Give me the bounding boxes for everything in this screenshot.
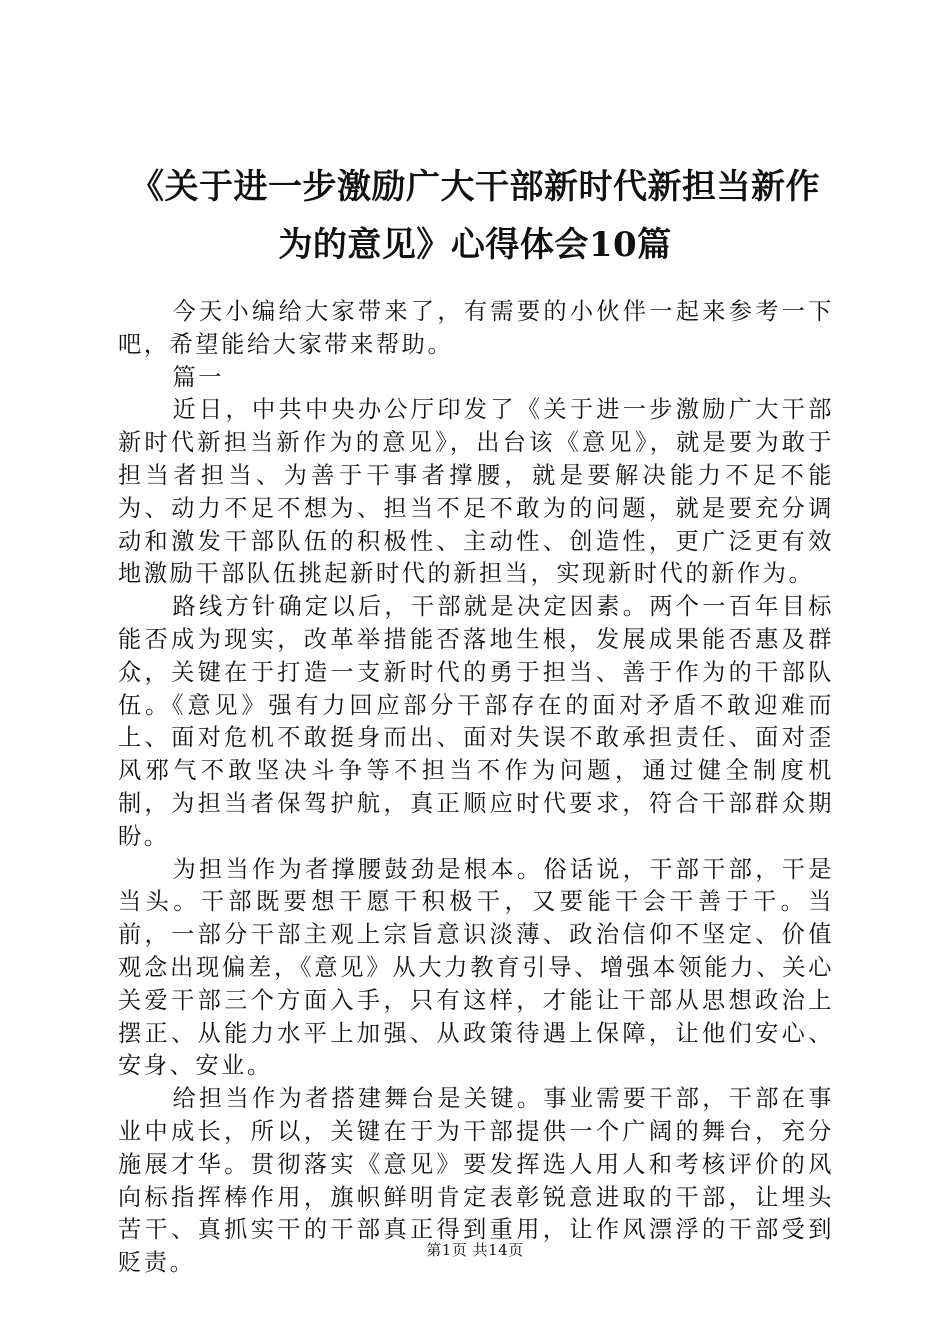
document-body — [118, 296, 834, 1280]
title-line-1: 《关于进一步激励广大干部新时代新担当新作 — [130, 167, 820, 207]
body-paragraph: 为担当作为者撑腰鼓劲是根本。俗话说，干部干部，干是当头。干部既要想干愿干积极干，又要能干会干善于干。当前，一部分干部主观上宗旨意识淡薄、政治信仰不坚定、价值观念出现偏差，《意见》从大力教育引导、增强本领能力、关心关爱干部三个方面入手，只有这样，才能让干部从思想政治上摆正、从能力水平上加强、从政策待遇上保障，让他们安心、安身、安业。 — [118, 855, 834, 1080]
body-paragraph: 近日，中共中央办公厅印发了《关于进一步激励广大干部新时代新担当新作为的意见》，出台该《意见》，就是要为敢于担当者担当、为善于干事者撑腰，就是要解决能力不足不能为、动力不足不想为、担当不足不敢为的问题，就是要充分调动和激发干部队伍的积极性、主动性、创造性，更广泛更有效地激励干部队伍挑起新时代的新担当，实现新时代的新作为。 — [118, 396, 834, 588]
document-title — [110, 158, 840, 274]
body-paragraph: 给担当作为者搭建舞台是关键。事业需要干部，干部在事业中成长，所以，关键在于为干部提供一个广阔的舞台，充分施展才华。贯彻落实《意见》要发挥选人用人和考核评价的风向标指挥棒作用，旗帜鲜明肯定表彰锐意进取的干部，让埋头苦干、真抓实干的干部真正得到重用，让作风漂浮的干部受到贬责。 — [118, 1085, 834, 1277]
title-line-2: 为的意见》心得体会10篇 — [278, 225, 672, 265]
section-heading: 篇一 — [172, 363, 225, 391]
page-number: 第1页 共14页 — [426, 1241, 524, 1259]
intro-paragraph: 今天小编给大家带来了，有需要的小伙伴一起来参考一下吧，希望能给大家带来帮助。 — [118, 298, 834, 358]
body-paragraph: 路线方针确定以后，干部就是决定因素。两个一百年目标能否成为现实，改革举措能否落地生根，发展成果能否惠及群众，关键在于打造一支新时代的勇于担当、善于作为的干部队伍。《意见》强有力回应部分干部存在的面对矛盾不敢迎难而上、面对危机不敢挺身而出、面对失误不敢承担责任、面对歪风邪气不敢坚决斗争等不担当不作为问题，通过健全制度机制，为担当者保驾护航，真正顺应时代要求，符合干部群众期盼。 — [118, 593, 834, 850]
page-footer — [0, 1240, 950, 1260]
